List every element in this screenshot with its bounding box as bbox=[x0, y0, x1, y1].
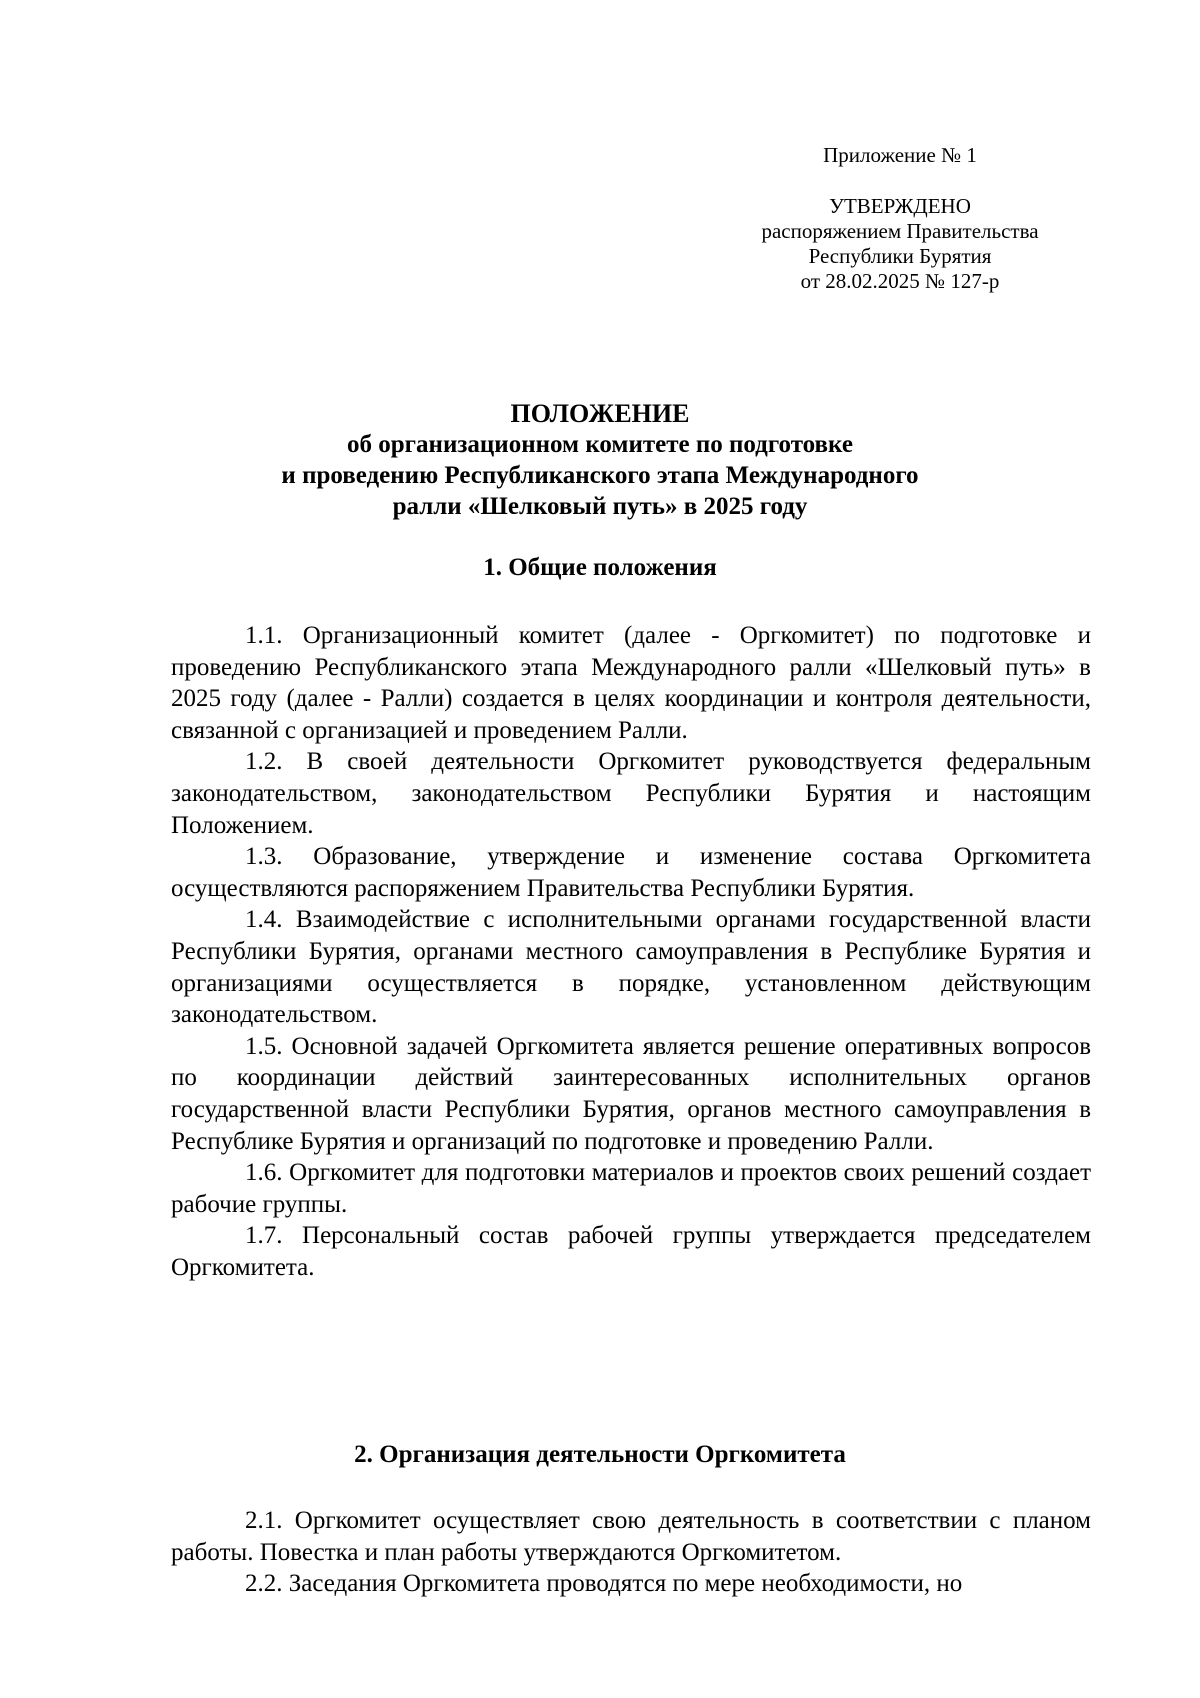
paragraph-2-2: 2.2. Заседания Оргкомитета проводятся по мере необходимости, но bbox=[245, 1570, 963, 1598]
annex-label: Приложение № 1 bbox=[823, 143, 977, 167]
document-title bbox=[160, 398, 1040, 522]
section-2-heading: 2. Организация деятельности Оргкомитета bbox=[354, 1441, 846, 1468]
section-1-body bbox=[171, 620, 1091, 1283]
title-main: ПОЛОЖЕНИЕ bbox=[510, 399, 690, 428]
paragraph-1-1: 1.1. Организационный комитет (далее - Оргкомитет) по подготовке и проведению Республиканского этапа Международного ралли «Шелковый путь» в 2025 году (далее - Ралли) создается в целях координации и контроля деятельности, связанной с организацией и проведением Ралли. bbox=[171, 622, 1091, 744]
section-1-heading: 1. Общие положения bbox=[483, 554, 717, 581]
paragraph-1-6: 1.6. Оргкомитет для подготовки материалов и проектов своих решений создает рабочие группы. bbox=[171, 1159, 1091, 1218]
approval-line-3: от 28.02.2025 № 127-р bbox=[800, 269, 1000, 293]
paragraph-1-7: 1.7. Персональный состав рабочей группы утверждается председателем Оргкомитета. bbox=[171, 1222, 1091, 1281]
approval-line-1: распоряжением Правительства bbox=[761, 219, 1039, 243]
title-line-1: об организационном комитете по подготовке bbox=[347, 431, 853, 458]
paragraph-2-1: 2.1. Оргкомитет осуществляет свою деятельность в соответствии с планом работы. Повестка и план работы утверждаются Оргкомитетом. bbox=[171, 1507, 1091, 1566]
title-line-2: и проведению Республиканского этапа Международного bbox=[281, 462, 919, 489]
approval-line-2: Республики Бурятия bbox=[808, 244, 992, 268]
paragraph-1-3: 1.3. Образование, утверждение и изменение состава Оргкомитета осуществляются распоряжением Правительства Республики Бурятия. bbox=[171, 843, 1091, 902]
title-line-3: ралли «Шелковый путь» в 2025 году bbox=[392, 493, 808, 520]
paragraph-1-4: 1.4. Взаимодействие с исполнительными органами государственной власти Республики Бурятия, органами местного самоуправления в Республике Бурятия и организациями осуществляется в порядке, установленном действующим законодательством. bbox=[171, 906, 1091, 1029]
paragraph-1-2: 1.2. В своей деятельности Оргкомитет руководствуется федеральным законодательством, законодательством Республики Бурятия и настоящим Положением. bbox=[171, 748, 1091, 839]
paragraph-1-5: 1.5. Основной задачей Оргкомитета является решение оперативных вопросов по координации действий заинтересованных исполнительных органов государственной власти Республики Бурятия, органов местного самоуправления в Республике Бурятия и организаций по подготовке и проведению Ралли. bbox=[171, 1032, 1091, 1155]
approval-stamp bbox=[700, 143, 1100, 294]
section-2-body bbox=[171, 1505, 1091, 1600]
approved-label: УТВЕРЖДЕНО bbox=[829, 194, 971, 218]
